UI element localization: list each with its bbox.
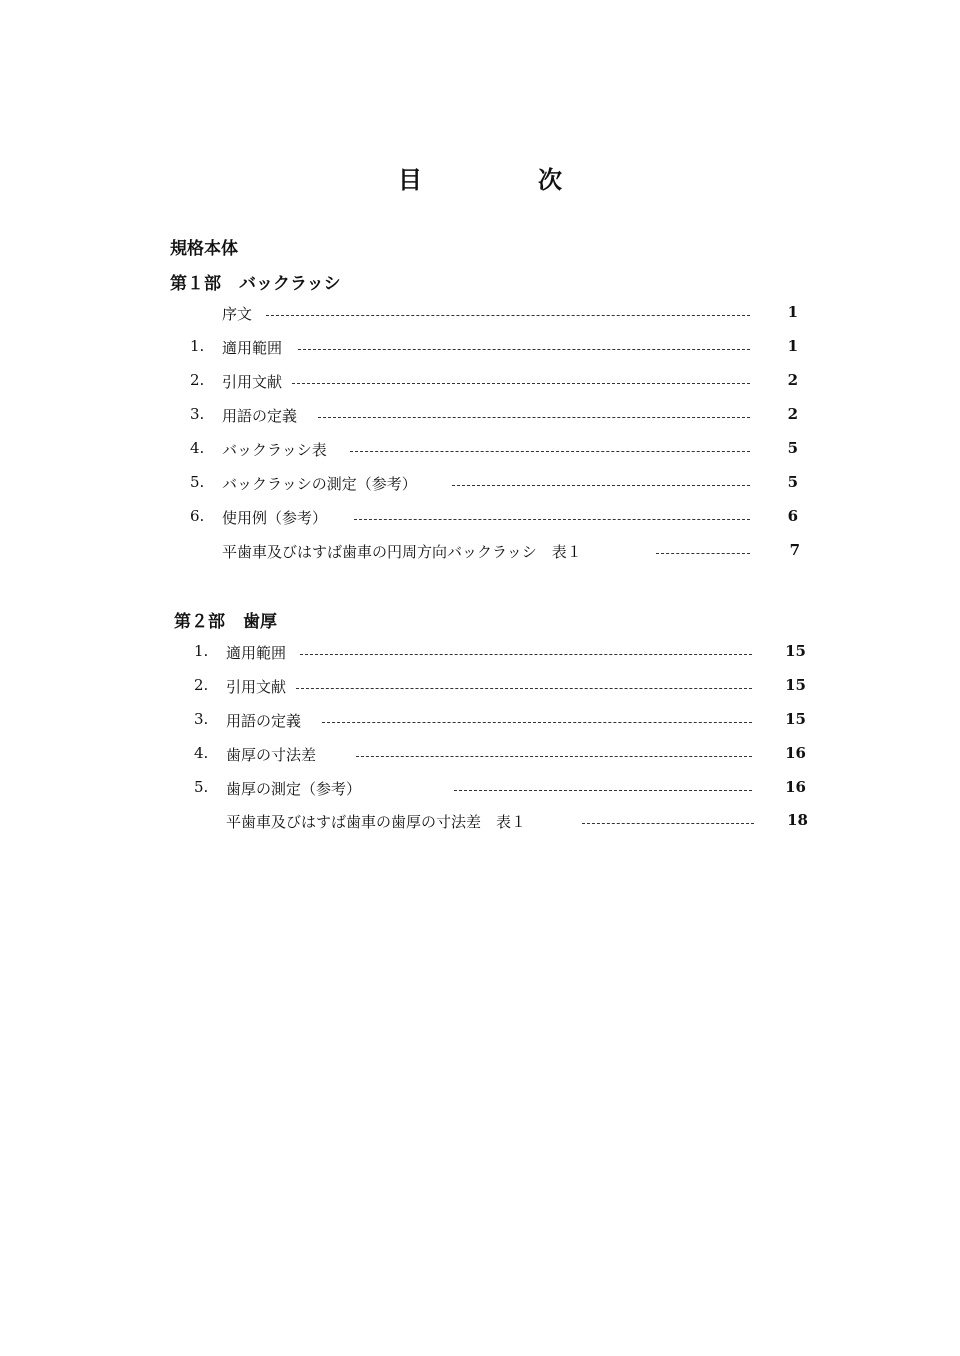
entry-label: 平歯車及びはすば歯車の歯厚の寸法差 表１ xyxy=(226,813,527,831)
toc-entry xyxy=(0,473,960,495)
part1-heading xyxy=(170,269,341,294)
entry-label: 用語の定義 xyxy=(226,712,302,730)
entry-number: 5. xyxy=(190,473,205,491)
entry-number: 3. xyxy=(190,405,205,423)
entry-number: 4. xyxy=(194,744,209,762)
dot-leader xyxy=(454,790,752,791)
entry-page: 5 xyxy=(787,439,798,457)
page-title: 目 次 xyxy=(398,165,608,194)
entry-page: 15 xyxy=(785,642,806,660)
entry-label: バックラッシ表 xyxy=(222,441,327,459)
entry-label: 引用文献 xyxy=(222,373,283,391)
entry-number: 1. xyxy=(194,642,209,660)
toc-entry xyxy=(0,507,960,529)
toc-entry xyxy=(0,337,960,359)
part1-name: バックラッシ xyxy=(239,274,341,294)
dot-leader xyxy=(296,688,752,689)
entry-number: 1. xyxy=(190,337,205,355)
dot-leader xyxy=(318,417,750,418)
entry-number: 2. xyxy=(194,676,209,694)
dot-leader xyxy=(300,654,752,655)
entry-page: 15 xyxy=(785,710,806,728)
entry-number: 3. xyxy=(194,710,209,728)
toc-entry xyxy=(0,303,960,325)
dot-leader xyxy=(354,519,750,520)
entry-label: 歯厚の測定（参考） xyxy=(226,780,362,798)
toc-entry xyxy=(0,676,960,698)
entry-page: 5 xyxy=(787,473,798,491)
dot-leader xyxy=(292,383,750,384)
part2-number: 第２部 xyxy=(174,612,225,632)
entry-page: 2 xyxy=(787,405,798,423)
entry-label: 歯厚の寸法差 xyxy=(226,746,317,764)
entry-label: 引用文献 xyxy=(226,678,287,696)
entry-page: 7 xyxy=(789,541,800,559)
toc-entry xyxy=(0,439,960,461)
entry-page: 16 xyxy=(785,744,806,762)
entry-page: 2 xyxy=(787,371,798,389)
toc-entry xyxy=(0,642,960,664)
part2-heading xyxy=(174,607,277,632)
dot-leader xyxy=(582,823,754,824)
dot-leader xyxy=(350,451,750,452)
entry-label: 適用範囲 xyxy=(222,339,283,357)
entry-page: 1 xyxy=(787,303,798,321)
toc-entry xyxy=(0,744,960,766)
entry-label: 序文 xyxy=(222,305,253,323)
entry-label: バックラッシの測定（参考） xyxy=(222,475,417,493)
entry-page: 15 xyxy=(785,676,806,694)
part1-number: 第１部 xyxy=(170,274,221,294)
entry-number: 4. xyxy=(190,439,205,457)
entry-number: 5. xyxy=(194,778,209,796)
toc-entry xyxy=(0,371,960,393)
entry-label: 適用範囲 xyxy=(226,644,287,662)
dot-leader xyxy=(298,349,750,350)
dot-leader xyxy=(322,722,752,723)
toc-entry xyxy=(0,710,960,732)
toc-entry xyxy=(0,405,960,427)
entry-page: 6 xyxy=(787,507,798,525)
dot-leader xyxy=(452,485,750,486)
entry-label: 平歯車及びはすば歯車の円周方向バックラッシ 表１ xyxy=(222,543,582,561)
entry-page: 1 xyxy=(787,337,798,355)
entry-number: 6. xyxy=(190,507,205,525)
entry-number: 2. xyxy=(190,371,205,389)
dot-leader xyxy=(356,756,752,757)
toc-entry xyxy=(0,541,960,563)
entry-page: 18 xyxy=(787,811,808,829)
toc-entry xyxy=(0,811,960,833)
entry-label: 用語の定義 xyxy=(222,407,298,425)
entry-page: 16 xyxy=(785,778,806,796)
toc-entry xyxy=(0,778,960,800)
entry-label: 使用例（参考） xyxy=(222,509,328,527)
dot-leader xyxy=(266,315,750,316)
dot-leader xyxy=(656,553,750,554)
part2-name: 歯厚 xyxy=(243,612,277,632)
section-title: 規格本体 xyxy=(170,239,238,259)
